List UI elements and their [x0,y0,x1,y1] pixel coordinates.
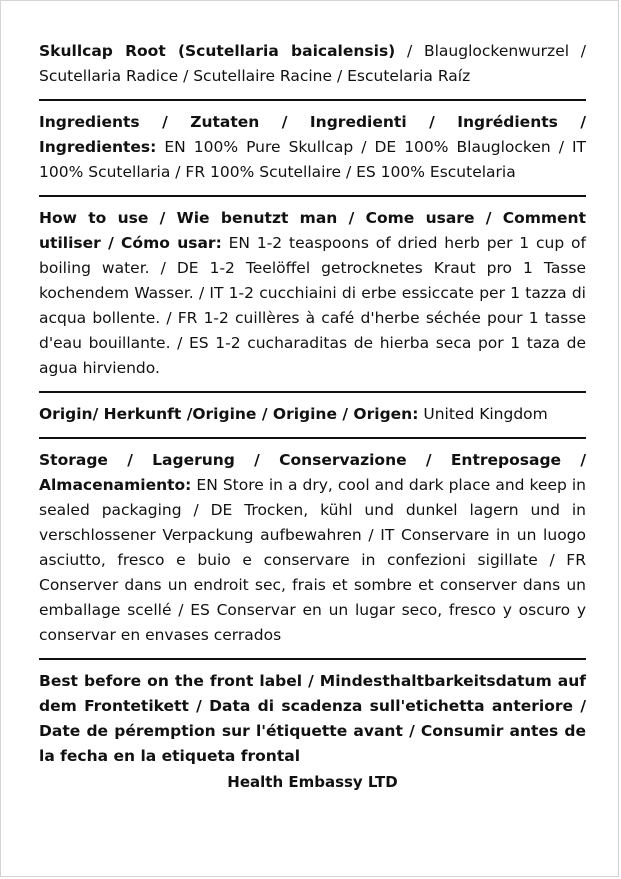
storage-heading: Storage / Lagerung / Conservazione / Entreposage / Almacenamiento: [39,451,586,494]
company-name: Health Embassy LTD [227,773,398,791]
divider-line [39,195,586,197]
how-to-use-section [39,206,586,381]
ingredients-heading: Ingredients / Zutaten / Ingredienti / Ingrédients / Ingredientes: [39,113,586,156]
origin-text: United Kingdom [418,405,548,423]
product-name: Skullcap Root (Scutellaria baicalensis) [39,42,396,60]
storage-text: EN Store in a dry, cool and dark place and keep in sealed packaging / DE Trocken, kühl und dunkel lagern und in verschlossener Verpackung aufbewahren / IT Conservare in un luogo asciutto, fresco e buio e conservare in confezioni sigillate / FR Conserver dans un endroit sec, frais et sombre et conserver dans un emballage scellé / ES Conservar en un lugar seco, fresco y oscuro y conservar en envases cerrados [39,476,586,644]
label-content [39,39,586,795]
divider-line [39,658,586,660]
ingredients-text: EN 100% Pure Skullcap / DE 100% Blauglocken / IT 100% Scutellaria / FR 100% Scutellaire / ES 100% Escutelaria [39,138,586,181]
divider-line [39,391,586,393]
best-before-section [39,669,586,769]
origin-section [39,402,586,427]
best-before-text: Best before on the front label / Mindesthaltbarkeitsdatum auf dem Frontetikett / Data di scadenza sull'etichetta anteriore / Date de péremption sur l'étiquette avant / Consumir antes de la fecha en la etiqueta frontal [39,672,586,765]
storage-section [39,448,586,648]
how-to-use-heading: How to use / Wie benutzt man / Come usare / Comment utiliser / Cómo usar: [39,209,586,252]
divider-line [39,437,586,439]
how-to-use-text: EN 1-2 teaspoons of dried herb per 1 cup of boiling water. / DE 1-2 Teelöffel getrocknetes Kraut pro 1 Tasse kochendem Wasser. / IT 1-2 cucchiaini di erbe essiccate per 1 tazza di acqua bollente. / FR 1-2 cuillères à café d'herbe séchée pour 1 tasse d'eau bouillante. / ES 1-2 cucharaditas de hierba seca por 1 taza de agua hirviendo. [39,234,586,377]
ingredients-section [39,110,586,185]
origin-heading: Origin/ Herkunft /Origine / Origine / Origen: [39,405,419,423]
product-name-section [39,39,586,89]
product-name-translations: / Blauglockenwurzel / Scutellaria Radice / Scutellaire Racine / Escutelaria Raíz [39,42,586,85]
divider-line [39,99,586,101]
